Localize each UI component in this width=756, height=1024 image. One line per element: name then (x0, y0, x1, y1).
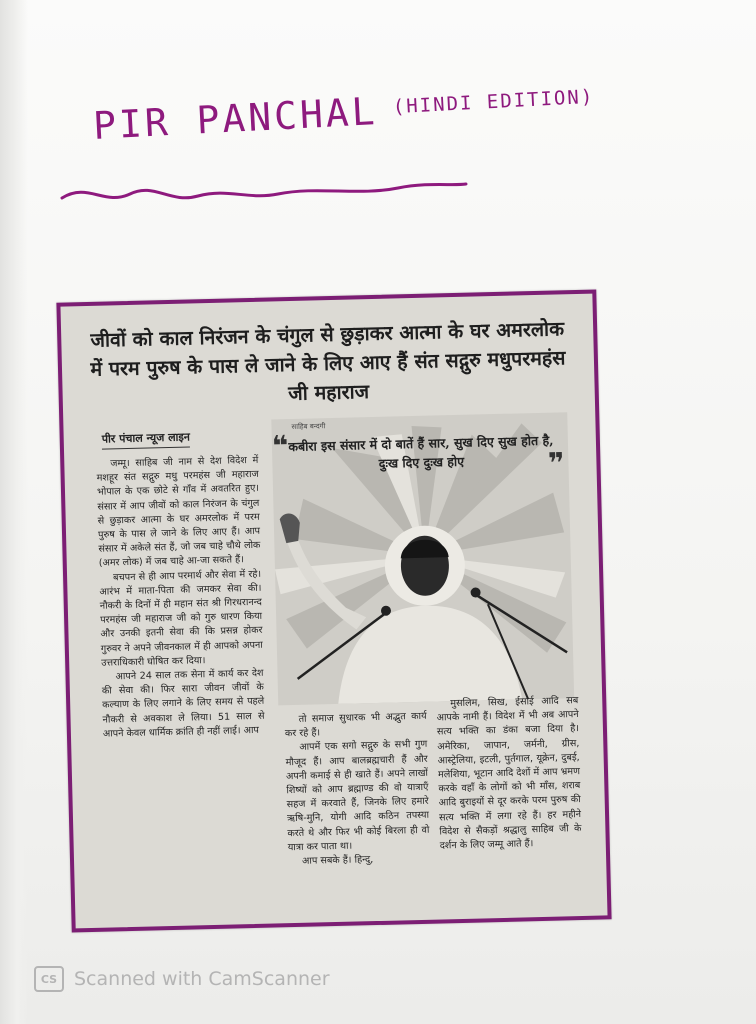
watermark-text: Scanned with CamScanner (74, 968, 330, 990)
article-column-left (96, 454, 265, 742)
article-column-middle (284, 710, 430, 870)
paragraph: तो समाज सुधारक भी अद्भुत कार्य कर रहे हैं। (284, 710, 427, 740)
paragraph: जम्मू। साहिब जी नाम से देश विदेश में मशहूर संत सद्गुरु मधु परमहंस जी महाराज भोपाल के एक छोटे से गाँव में अवतरित हुए। संसार में आप जीवों को काल निरंजन के चंगुल से छुड़ाकर आत्मा के घर अमरलोक में परम पुरुष के पास ले जाने के लिए आए हैं। आप संसार में अकेले संत हैं, जो जब चाहे चौथे लोक (अमर लोक) में जब चाहे आ-जा सकते हैं। (96, 454, 261, 570)
article-byline: पीर पंचाल न्यूज लाइन (102, 429, 191, 449)
paragraph: मुसलिम, सिख, ईसाई आदि सब आपके नामी हैं। विदेश में भी अब आपने सत्य भक्ति का डंका बजा दिया है। अमेरिका, जापान, जर्मनी, ग्रीस, आस्ट्रेलिया, इटली, पुर्तगाल, यूक्रेन, दुबई, मलेशिया, भूटान आदि देशों में आप भ्रमण करके वहाँ के लोगों को भी माँस, शराब आदि बुराइयों से दूर करके परम पुरुष की सत्य भक्ति में लगा रहे हैं। हर महीने विदेश से सैकड़ों श्रद्धालु साहिब जी के दर्शन के लिए जम्मू आते हैं। (436, 695, 582, 852)
page-edge-shadow (0, 0, 28, 1024)
article-photo (271, 412, 574, 705)
paragraph: आपने 24 साल तक सेना में कार्य कर देश की सेवा की। फिर सारा जीवन जीवों के कल्याण के लिए लगाने के लिए समय से पहले नौकरी से अवकाश ले लिया। 51 साल से आपने केवल धार्मिक क्रांति ही नहीं लाई। आप (101, 667, 265, 740)
newspaper-clipping (56, 289, 611, 932)
article-column-right (436, 694, 582, 854)
handwritten-underline (58, 172, 478, 212)
paragraph: आपमें एक सगो सद्गुरु के सभी गुण मौजूद हैं। आप बालब्रह्मचारी हैं और अपनी कमाई से ही खाते हैं। अपने लाखों शिष्यों को आप ब्रह्माण्ड की वो यात्राएँ सहज में करवाते हैं, जिनके लिए हमारे ऋषि-मुनि, योगी आदि कठिन तपस्या करते थे और फिर भी कोई बिरला ही वो यात्रा कर पाता था। (285, 739, 430, 854)
camscanner-logo-icon: CS (34, 966, 64, 992)
photo-small-label: साहिब बन्दगी (291, 422, 326, 431)
photo-quote: कबीरा इस संसार में दो बातें हैं सार, सुख दिए सुख होत है, दुःख दिए दुःख होए (288, 432, 554, 471)
article-headline: जीवों को काल निरंजन के चंगुल से छुड़ाकर आत्मा के घर अमरलोक में परम पुरुष के पास ले जाने के लिए आए हैं संत सद्गुरु मधुपरमहंस जी महाराज (90, 317, 566, 406)
paragraph: आप सबके हैं। हिन्दु, (301, 854, 374, 867)
open-quote-icon: ❝ (271, 429, 289, 463)
close-quote-icon: ❞ (547, 446, 565, 480)
handwritten-title-text: PIR PANCHAL (92, 89, 379, 148)
handwritten-subtitle-text: (HINDI EDITION) (392, 85, 595, 119)
camscanner-watermark (34, 966, 330, 992)
paragraph: बचपन से ही आप परमार्थ और सेवा में रहे। आरंभ में माता-पिता की जमकर सेवा की। नौकरी के दिनों में ही महान संत श्री गिरधरानन्द परमहंस जी महाराज जी को गुरु धारण किया और उनकी इतनी सेवा की कि प्रसन्न होकर गुरुवर ने अपने जीवनकाल में ही आपको अपना उत्तराधिकारी घोषित कर दिया। (99, 568, 263, 669)
